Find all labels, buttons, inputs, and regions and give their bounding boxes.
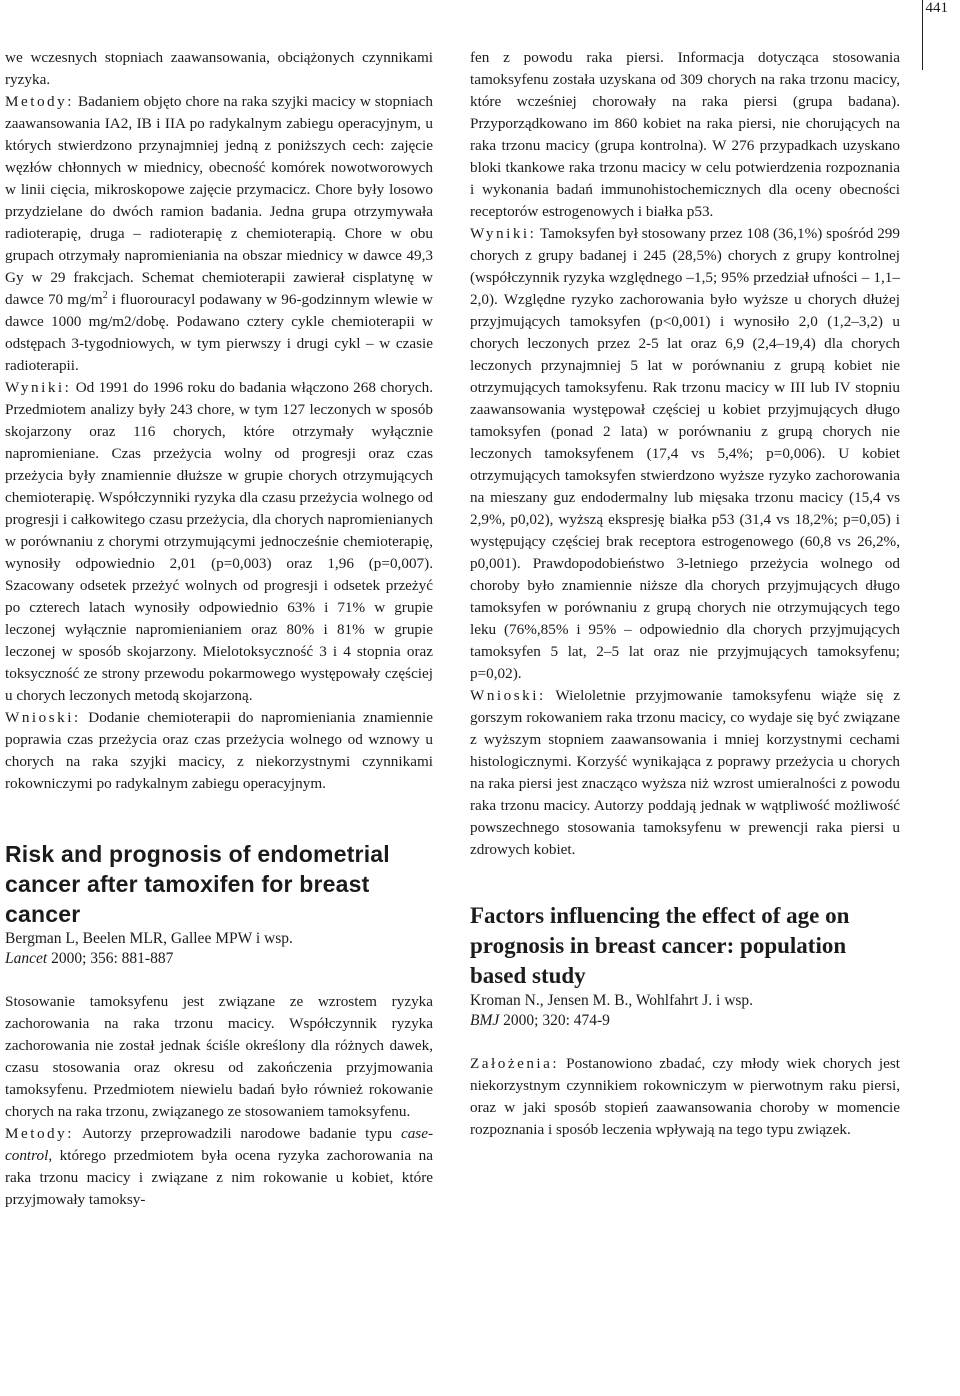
conclusions-paragraph-right: Wnioski: Wieloletnie przyjmowanie tamoksyfenu wiąże się z gorszym rokowaniem raka trzonu macicy, co wydaje się być związane z wyższym stopniem zaawansowania i mniej korzystnymi cechami histologicznymi. Korzyść wynikająca z poprawy przeżycia u chorych na raka piersi jest znacząco wyższa niż wzrost umieralności z powodu raka trzonu macicy. Autorzy poddają jednak w wątpliwość możliwość powszechnego stosowania tamoksyfenu w prewencji raka piersi u zdrowych kobiet. [470,687,900,858]
conclusions-label-right: Wnioski: [470,687,546,704]
results-label: Wyniki: [5,379,72,396]
right-column [470,47,900,1141]
page-number: 441 [925,0,948,16]
intro-continuation: we wczesnych stopniach zaawansowania, obciążonych czynnikami ryzyka. [5,49,433,88]
article-title: Risk and prognosis of endometrial cancer after tamoxifen for breast cancer [5,841,390,927]
article-methods-label: Metody: [5,1125,74,1142]
article-authors: Bergman L, Beelen MLR, Gallee MPW i wsp. [5,930,293,947]
journal-name-right: BMJ [470,1012,500,1029]
superscript: 2 [102,289,108,301]
results-label-right: Wyniki: [470,225,537,242]
assumptions-paragraph: Założenia: Postanowiono zbadać, czy młody wiek chorych jest niekorzystnym czynnikiem rokowniczym w pierwotnym raku piersi, oraz w jaki sposób stopień zaawansowania choroby w momencie rozpoznania i sposób leczenia wpływają na tego typu związek. [470,1055,900,1138]
methods-label: Metody: [5,93,74,110]
results-paragraph: Wyniki: Od 1991 do 1996 roku do badania włączono 268 chorych. Przedmiotem analizy były 243 chore, w tym 127 leczonych w sposób skojarzony oraz 116 chorych, które otrzymały wyłącznie napromieniane. Czas przeżycia wolny od progresji oraz czas przeżycia były znamiennie dłuższe w grupie chorych otrzymujących chemioterapię. Współczynniki ryzyka dla czasu przeżycia wolnego od progresji i całkowitego czasu przeżycia, dla chorych napromienianych w porównaniu z chorymi otrzymującymi jednocześnie chemioterapię, wynosiły odpowiednio 2,01 (p=0,003) oraz 1,96 (p=0,007). Szacowany odsetek przeżyć wolnych od progresji i odsetek przeżyć po czterech latach wynosiły odpowiednio 63% i 71% w grupie leczonej wyłącznie napromienianiem oraz 80% i 81% w grupie leczonej w sposób skojarzony. Mielotoksyczność 3 i 4 stopnia oraz toksyczność ze strony przewodu pokarmowego występowały częściej u chorych leczonych metodą skojarzoną. [5,379,433,704]
journal-name: Lancet [5,950,48,967]
article-intro: Stosowanie tamoksyfenu jest związane ze wzrostem ryzyka zachorowania na raka trzonu macicy. Współczynnik ryzyka zachorowania nie został jednak ściśle określony dla różnych dawek, czasu stosowania oraz okresu od zakończenia przyjmowania tamoksyfenu. Przedmiotem niewielu badań było również rokowanie chorych na raka trzonu, związanego ze stosowaniem tamoksyfenu. [5,993,433,1120]
page-corner-rule [922,0,923,70]
article-citation-right: BMJ 2000; 320: 474-9 [470,1012,610,1029]
article-authors-right: Kroman N., Jensen M. B., Wohlfahrt J. i wsp. [470,992,754,1009]
methods-continuation: fen z powodu raka piersi. Informacja dotycząca stosowania tamoksyfenu została uzyskana od 309 chorych na raka trzonu macicy, które wcześniej chorowały na raka piersi (grupa badana). Przyporządkowano im 860 kobiet na raka piersi, nie chorujących na raka trzonu macicy (grupa kontrolna). W 276 przypadkach uzyskano bloki tkankowe raka trzonu macicy w celu potwierdzenia rozpoznania i wykonania badań immunohistochemicznych dla oceny obecności receptorów estrogenowych i białka p53. [470,49,900,220]
conclusions-label: Wnioski: [5,709,81,726]
article-methods: Metody: Autorzy przeprowadzili narodowe badanie typu case-control, którego przedmiotem była ocena ryzyka zachorowania na raka trzonu macicy i związane z nim rokowanie u kobiet, które przyjmowały tamoksy- [5,1125,433,1208]
assumptions-label: Założenia: [470,1055,560,1072]
conclusions-paragraph: Wnioski: Dodanie chemioterapii do napromieniania znamiennie poprawia czas przeżycia oraz czas przeżycia wolnego od wznowy u chorych na raka szyjki macicy, z niekorzystnymi czynnikami rokowniczymi po radykalnym zabiegu operacyjnym. [5,709,433,792]
left-column [5,47,433,1211]
article-citation: Lancet 2000; 356: 881-887 [5,950,174,967]
results-paragraph-right: Wyniki: Tamoksyfen był stosowany przez 108 (36,1%) spośród 299 chorych z grupy badanej i 245 (28,5%) chorych z grupy kontrolnej (współczynnik ryzyka względnego –1,5; 95% przedział ufności – 1,1–2,0). Względne ryzyko zachorowania było wyższe u chorych dłużej przyjmujących tamoksyfen (p<0,001) i wynosiło 2,0 (1,2–3,2) u chorych leczonych przez 2-5 lat oraz 6,9 (2,4–19,4) dla chorych leczonych przynajmniej 5 lat w porównaniu z grupą kobiet nie otrzymujących tamoksyfenu. Rak trzonu macicy w III lub IV stopniu zaawansowania występował częściej u kobiet przyjmujących długo tamoksyfen (ponad 2 lata) w porównaniu z grupą chorych nie leczonych tamoksyfenem (17,4 vs 5,4%; p=0,006). U kobiet otrzymujących tamoksyfen stwierdzono wyższe ryzyko zachorowania na mieszany guz endodermalny lub mięsaka trzonu macicy (15,4 vs 2,9%, p0,02), wyższą ekspresję białka p53 (31,4 vs 18,2%; p=0,05) i występujący częściej brak receptora estrogenowego (60,8 vs 26,2%, p0,001). Prawdopodobieństwo 3-letniego przeżycia wolnego od choroby było znamiennie niższe dla chorych przyjmujących długo tamoksyfen w porównaniu z grupą chorych nie otrzymujących tego leku (76%,85% i 95% – odpowiednio dla chorych przyjmujących tamoksyfen 5 lat, 2–5 lat oraz nie przyjmujących tamoksyfenu; p=0,02). [470,225,900,682]
article-title-right: Factors influencing the effect of age on prognosis in breast cancer: population based study [470,903,850,988]
methods-paragraph: Metody: Badaniem objęto chore na raka szyjki macicy w stopniach zaawansowania IA2, IB i IIA po radykalnym zabiegu operacyjnym, u których stwierdzono przynajmniej jedną z poniższych cech: zajęcie węzłów chłonnych w miednicy, obecność komórek nowotworowych w linii cięcia, mikroskopowe zajęcie przymacicz. Chore były losowo przydzielane do dwóch ramion badania. Jedna grupa otrzymywała radioterapię, druga – radioterapię z chemioterapią. Chore w obu grupach otrzymały napromieniania na obszar miednicy w dawce 49,3 Gy w 29 frakcjach. Schemat chemioterapii zawierał cisplatynę w dawce 70 $mg/m^2$ i fluorouracyl podawany w 96-godzinnym wlewie w dawce 1000 mg/m2/dobę. Podawano cztery cykle chemioterapii w odstępach 3-tygodniowych, w tym pierwszy i drugi cykl – w czasie radioterapii. [5,93,433,374]
